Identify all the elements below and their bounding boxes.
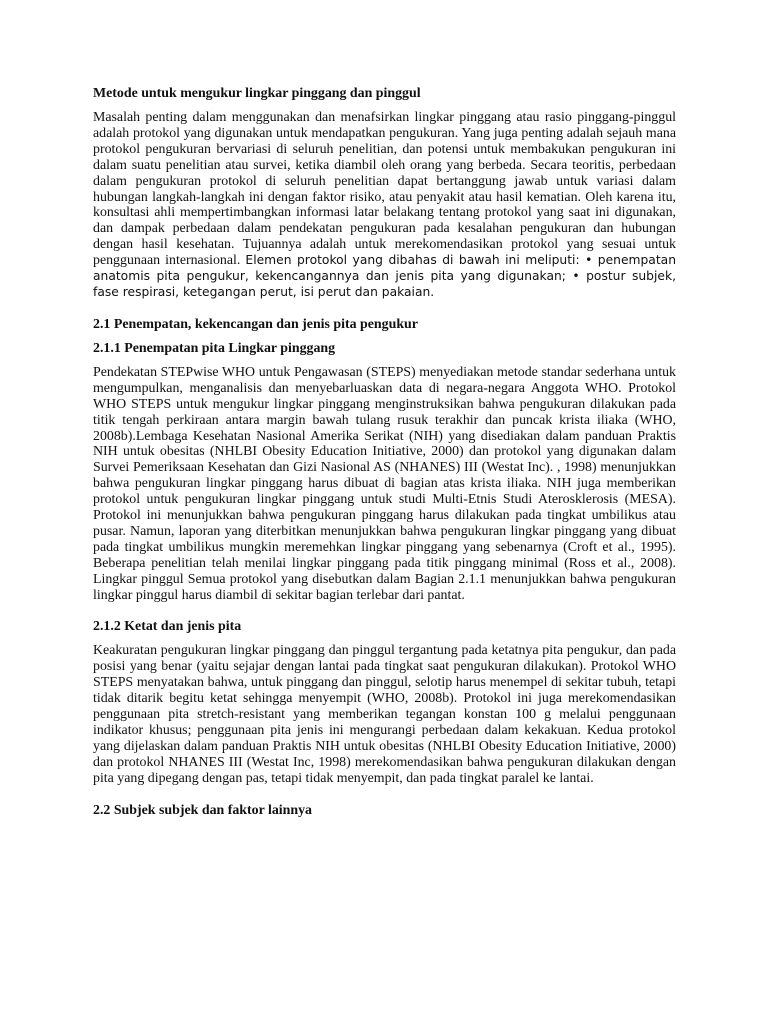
section-2-1-1-heading: 2.1.1 Penempatan pita Lingkar pinggang [93, 340, 336, 356]
section-2-1-2-paragraph: Keakuratan pengukuran lingkar pinggang dan pinggul tergantung pada ketatnya pita pengukur, dan pada posisi yang benar (yaitu sejajar dengan lantai pada tingkat saat pengukuran dilakukan). Protokol WHO STEPS menyatakan bahwa, untuk pinggang dan pinggul, selotip harus menempel di sekitar tubuh, tetapi tidak ditarik begitu ketat sehingga menyempit (WHO, 2008b). Protokol ini juga merekomendasikan penggunaan pita stretch-resistant yang memberikan tegangan konstan 100 g melalui penggunaan indikator khusus; penggunaan pita jenis ini mengurangi perbedaan dalam kekakuan. Kedua protokol yang dijelaskan dalam panduan Praktis NIH untuk obesitas (NHLBI Obesity Education Initiative, 2000) dan protokol NHANES III (Westat Inc, 1998) merekomendasikan bahwa pengukuran dilakukan dengan pita yang dipegang dengan pas, tetapi tidak menyempit, dan pada tingkat paralel ke lantai. [93, 643, 676, 786]
intro-tail-text: Elemen protokol yang dibahas di bawah ini meliputi: • penempatan anatomis pita pengukur, kekencangannya dan jenis pita yang digunakan; • postur subjek, fase respirasi, ketegangan perut, isi perut dan pakaian. [93, 253, 676, 299]
section-2-1-2-heading: 2.1.2 Ketat dan jenis pita [93, 619, 242, 635]
intro-main-text: Masalah penting dalam menggunakan dan menafsirkan lingkar pinggang atau rasio pinggang-pinggul adalah protokol yang digunakan untuk mendapatkan pengukuran. Yang juga penting adalah sejauh mana protokol pengukuran bervariasi di seluruh penelitian, dan potensi untuk membakukan pengukuran ini dalam suatu penelitian atau survei, ketika diambil oleh orang yang berbeda. Secara teoritis, perbedaan dalam pengukuran protokol di seluruh penelitian dapat bertanggung jawab untuk variasi dalam hubungan langkah-langkah ini dengan faktor risiko, atau penyakit atau hasil kematian. Oleh karena itu, konsultasi ahli mempertimbangkan informasi latar belakang tentang protokol yang saat ini digunakan, dan dampak perbedaan dalam pendekatan pengukuran pada kesalahan pengukuran dan hubungan dengan hasil kesehatan. Tujuannya adalah untuk merekomendasikan protokol yang sesuai untuk penggunaan internasional. [93, 110, 676, 269]
document-title: Metode untuk mengukur lingkar pinggang dan pinggul [93, 86, 421, 101]
section-2-2-heading: 2.2 Subjek subjek dan faktor lainnya [93, 802, 312, 818]
section-2-1-heading: 2.1 Penempatan, kekencangan dan jenis pita pengukur [93, 316, 418, 332]
section-2-1-1-paragraph: Pendekatan STEPwise WHO untuk Pengawasan (STEPS) menyediakan metode standar sederhana untuk mengumpulkan, menganalisis dan menyebarluaskan data di negara-negara Anggota WHO. Protokol WHO STEPS untuk mengukur lingkar pinggang menginstruksikan bahwa pengukuran dilakukan pada titik tengah perkiraan antara margin bawah tulang rusuk terakhir dan puncak krista iliaka (WHO, 2008b).Lembaga Kesehatan Nasional Amerika Serikat (NIH) yang disediakan dalam panduan Praktis NIH untuk obesitas (NHLBI Obesity Education Initiative, 2000) dan protokol yang digunakan dalam Survei Pemeriksaan Kesehatan dan Gizi Nasional AS (NHANES) III (Westat Inc). , 1998) menunjukkan bahwa pengukuran lingkar pinggang harus dibuat di bagian atas krista iliaka. NIH juga memberikan protokol untuk pengukuran lingkar pinggang untuk studi Multi-Etnis Studi Aterosklerosis (MESA). Protokol ini menunjukkan bahwa pengukuran pinggang harus dilakukan pada tingkat umbilikus atau pusar. Namun, laporan yang diterbitkan menunjukkan bahwa pengukuran lingkar pinggang yang dibuat pada tingkat umbilikus mungkin meremehkan lingkar pinggang yang sebenarnya (Croft et al., 1995). Beberapa penelitian telah menilai lingkar pinggang pada titik pinggang minimal (Ross et al., 2008). Lingkar pinggul Semua protokol yang disebutkan dalam Bagian 2.1.1 menunjukkan bahwa pengukuran lingkar pinggul harus diambil di sekitar bagian terlebar dari pantat. [93, 364, 676, 603]
intro-paragraph [93, 110, 676, 301]
